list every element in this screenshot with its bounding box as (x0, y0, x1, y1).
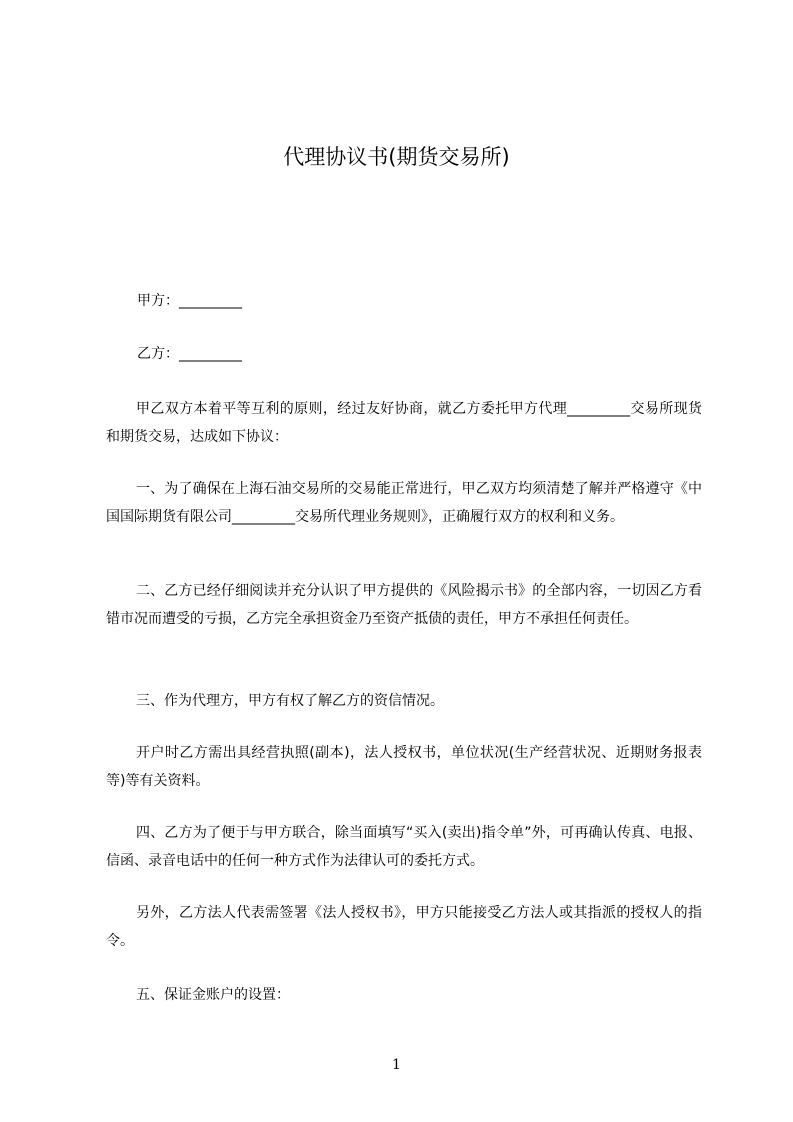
party-b-line: 乙方：_________ (137, 346, 242, 362)
clause-four-paragraph: 四、乙方为了便于与甲方联合，除当面填写“买入(卖出)指令单”外，可再确认传真、电报、信函、录音电话中的任何一种方式作为法律认可的委托方式。 (106, 825, 702, 869)
clause-five-paragraph: 五、保证金账户的设置： (136, 987, 290, 1003)
clause-two-paragraph: 二、乙方已经仔细阅读并充分认识了甲方提供的《风险揭示书》的全部内容，一切因乙方看错市况而遭受的亏损，乙方完全承担资金乃至资产抵债的责任，甲方不承担任何责任。 (106, 583, 702, 627)
page-number: 1 (392, 1057, 401, 1073)
account-opening-paragraph: 开户时乙方需出具经营执照(副本)，法人授权书，单位状况(生产经营状况、近期财务报表等)等有关资料。 (106, 745, 702, 789)
clause-one-paragraph: 一、为了确保在上海石油交易所的交易能正常进行，甲乙双方均须清楚了解并严格遵守《中国国际期货有限公司_________交易所代理业务规则》，正确履行双方的权利和义务。 (106, 481, 702, 525)
party-a-line: 甲方：_________ (137, 293, 242, 309)
document-title: 代理协议书(期货交易所) (283, 145, 510, 169)
intro-paragraph: 甲乙双方本着平等互利的原则，经过友好协商，就乙方委托甲方代理_________交易所现货和期货交易，达成如下协议： (106, 401, 702, 445)
authorization-paragraph: 另外，乙方法人代表需签署《法人授权书》，甲方只能接受乙方法人或其指派的授权人的指令。 (106, 905, 702, 949)
clause-three-paragraph: 三、作为代理方，甲方有权了解乙方的资信情况。 (136, 693, 444, 709)
